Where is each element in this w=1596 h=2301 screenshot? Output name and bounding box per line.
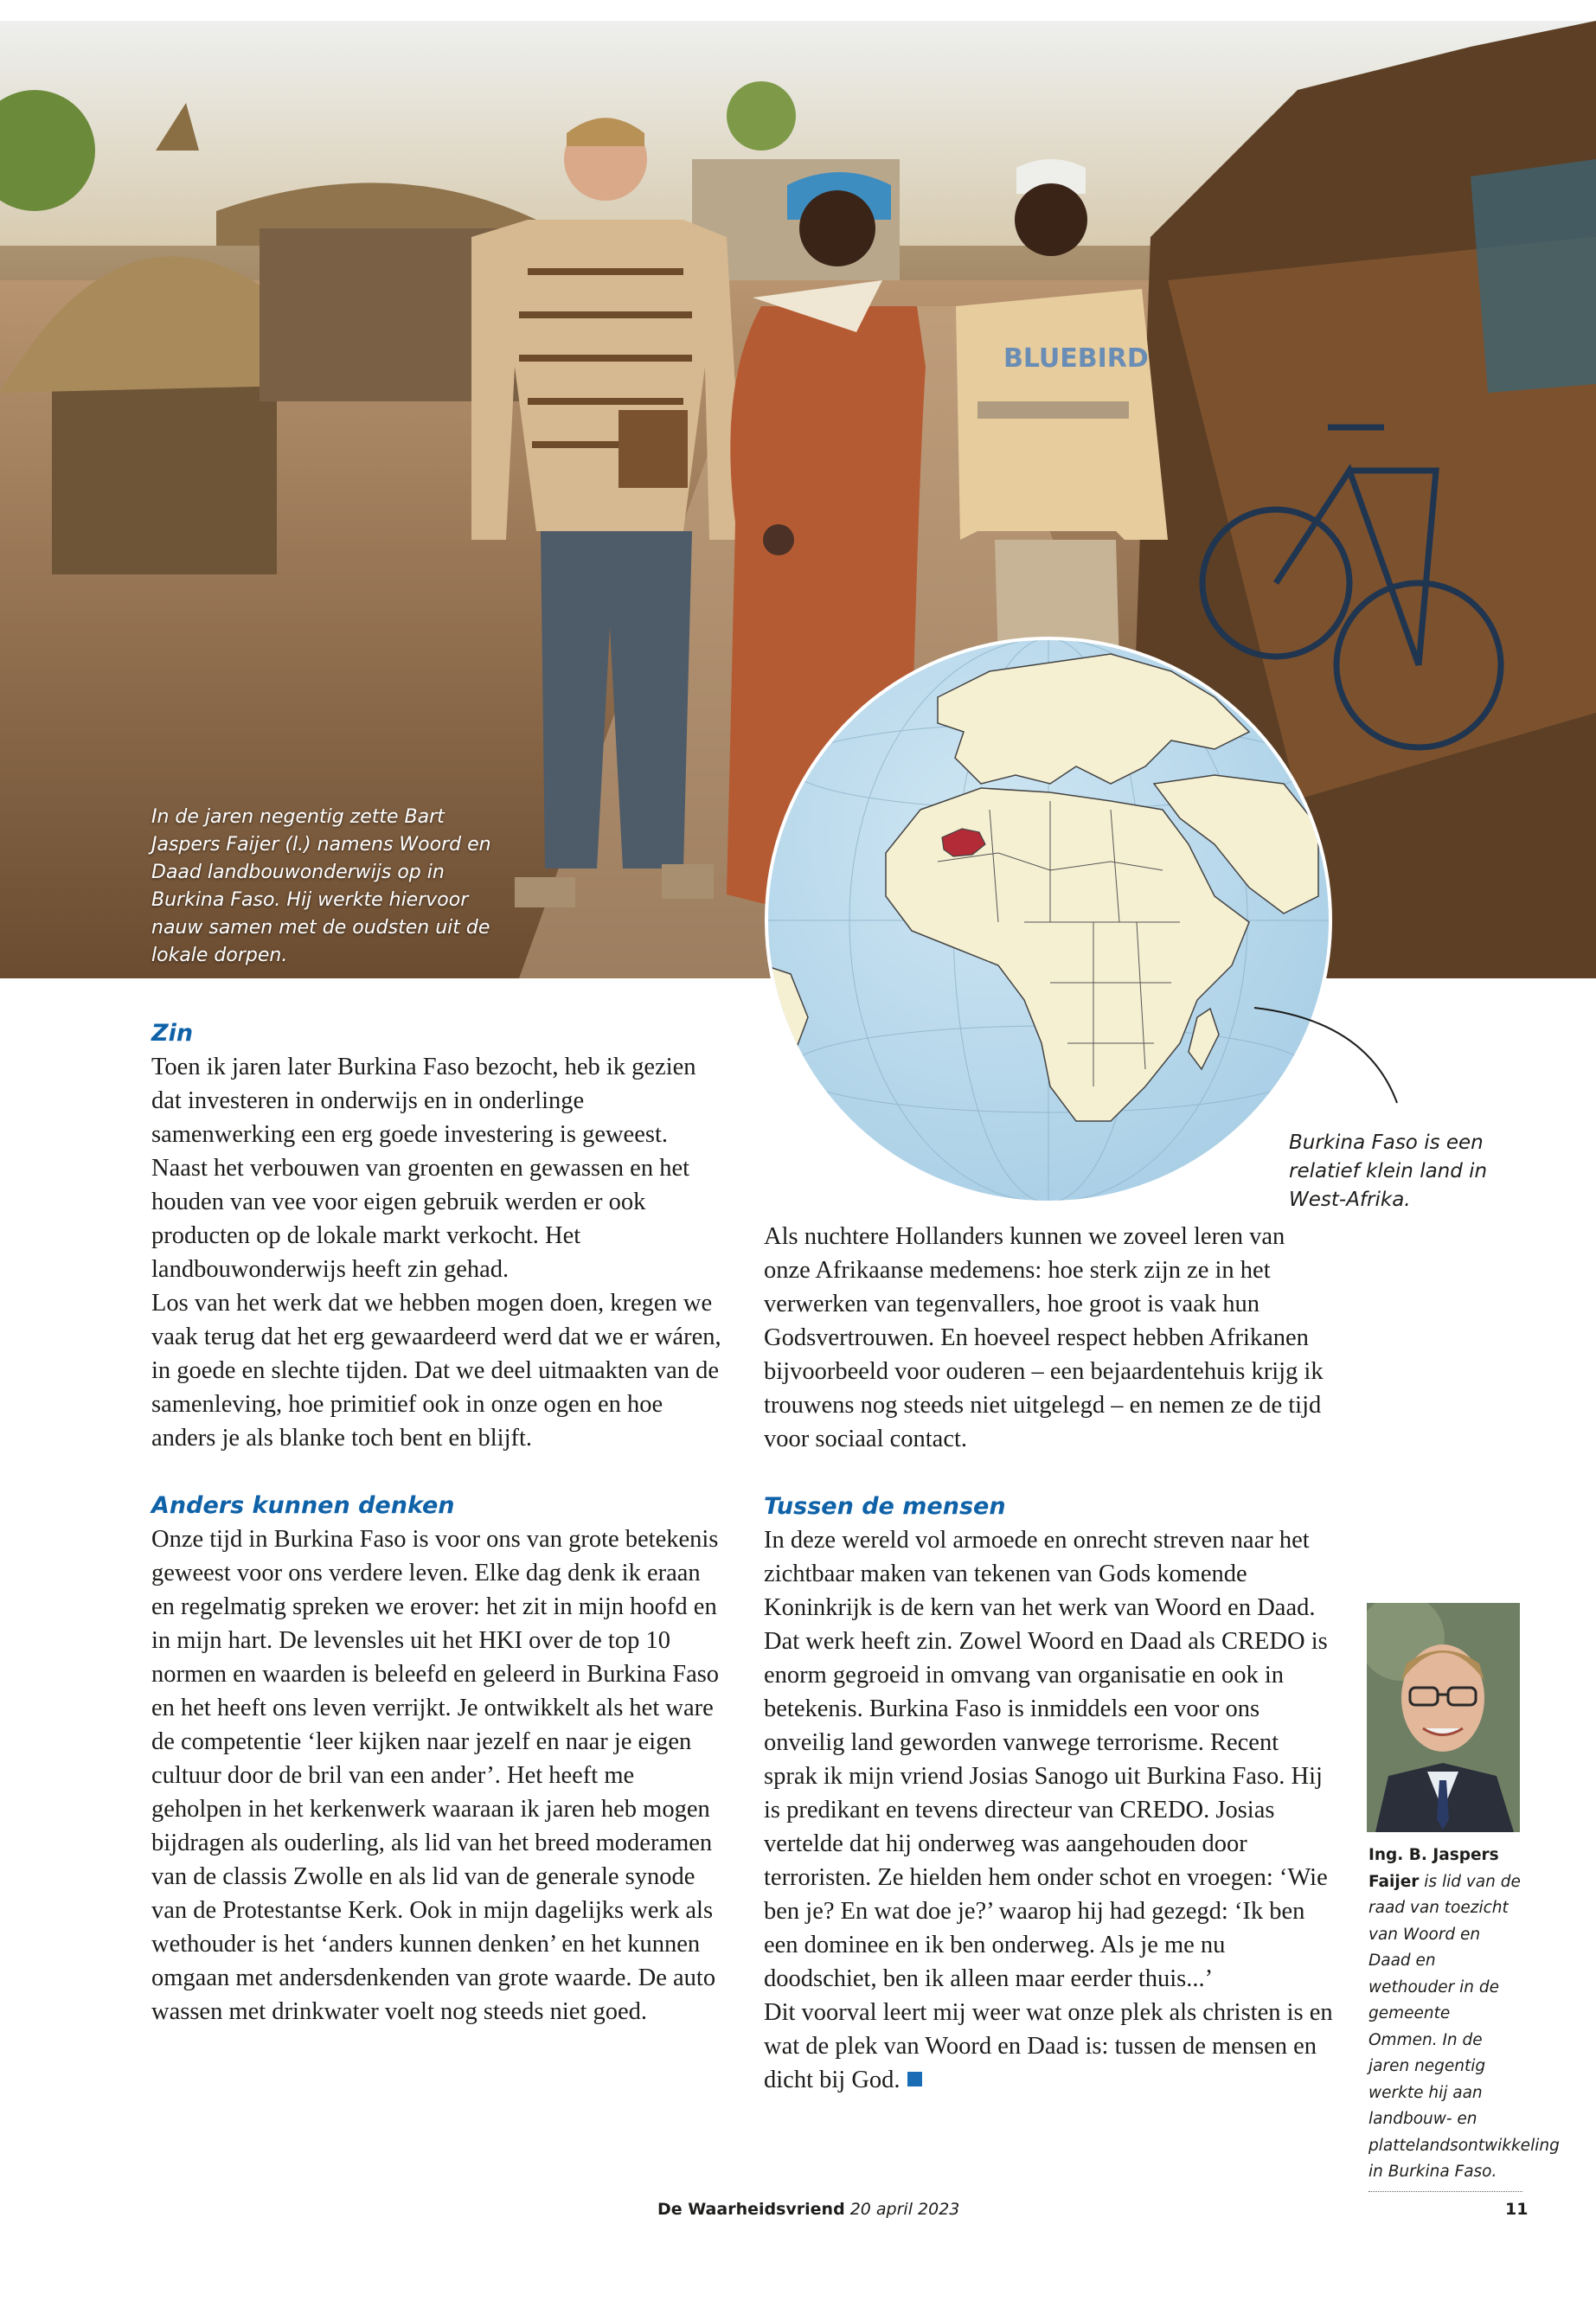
paragraph: Los van het werk dat we hebben mogen doen, kregen we vaak terug dat het erg gewaardeerd werd dat we er wáren, in goede en slechte tijden. Dat we deel uitmaakten van de samenleving, hoe primitief ook in onze ogen en hoe anders je als blanke toch bent en blijft. bbox=[151, 1290, 721, 1452]
closing-text: Dit voorval leert mij weer wat onze plek als christen is en wat de plek van Woord en Daad is: tussen de mensen en dicht bij God. bbox=[764, 1999, 1333, 2093]
issue-date: 20 april 2023 bbox=[849, 2200, 960, 2219]
author-description: is lid van de raad van toezicht van Woord en Daad en wethouder in de gemeente Ommen. In de jaren negentig werkte hij aan landbouw- en plattelandsontwikkeling in Burkina Faso. bbox=[1368, 1872, 1560, 2181]
right-column bbox=[764, 1220, 1335, 2097]
svg-text:BLUEBIRD: BLUEBIRD bbox=[1003, 343, 1149, 374]
footer-publication bbox=[657, 2200, 959, 2219]
author-name: Ing. B. Jaspers Faijer bbox=[1368, 1846, 1499, 1891]
paragraph: Als nuchtere Hollanders kunnen we zoveel leren van onze Afrikaanse medemens: hoe sterk zijn ze in het verwerken van tegenvallers, hoe groot is vaak hun Godsvertrouwen. En hoeveel respect hebben Afrikanen bijvoorbeeld voor ouderen – een bejaardentehuis krijg ik trouwens nog steeds niet uitgelegd – en nemen ze de tijd voor sociaal contact. bbox=[764, 1223, 1324, 1452]
map-caption: Burkina Faso is een relatief klein land in West-Afrika. bbox=[1289, 1131, 1488, 1211]
page-footer bbox=[0, 2200, 1596, 2226]
photo-caption: In de jaren negentig zette Bart Jaspers Faijer (l.) namens Woord en Daad landbouwonderwijs op in Burkina Faso. Hij werkte hiervoor nauw samen met de oudsten uit de lokale dorpen. bbox=[151, 806, 491, 966]
caption-leader-line bbox=[1246, 1003, 1401, 1107]
end-mark-icon bbox=[907, 2072, 922, 2086]
author-bio bbox=[1368, 1843, 1560, 2192]
left-column bbox=[151, 1016, 722, 2029]
globe-map bbox=[765, 637, 1332, 1204]
paragraph: Onze tijd in Burkina Faso is voor ons van grote betekenis geweest voor ons verdere leven. Elke dag denk ik eraan en regelmatig spreken we erover: het zit in mijn hoofd en in mijn hart. De levensles uit het HKI over de top 10 normen en waarden is beleefd en geleerd in Burkina Faso en het heeft ons leven verrijkt. Je ontwikkelt als het ware de competentie ‘leer kijken naar jezelf en naar je eigen cultuur door de bril van een ander’. Het heeft me geholpen in het kerkenwerk waaraan ik jaren heb mogen bijdragen als ouderling, als lid van het breed moderamen van de classis Zwolle en als lid van de generale synode van de Protestantse Kerk. Ook in mijn dagelijks werk als wethouder is het ‘anders kunnen denken’ en het kunnen omgaan met andersdenkenden van grote waarde. De auto wassen met drinkwater voelt nog steeds niet goed. bbox=[151, 1526, 720, 2025]
paragraph: In deze wereld vol armoede en onrecht streven naar het zichtbaar maken van tekenen van Gods komende Koninkrijk is de kern van het werk van Woord en Daad. Dat werk heeft zin. Zowel Woord en Daad als CREDO is enorm gegroeid in omvang van organisatie en ook in betekenis. Burkina Faso is inmiddels een voor ons onveilig land geworden vanwege terrorisme. Recent sprak ik mijn vriend Josias Sanogo uit Burkina Faso. Hij is predikant en tevens directeur van CREDO. Josias vertelde dat hij onderweg was aangehouden door terroristen. Ze hielden hem onder schot en vroegen: ‘Wie ben je? En wat doe je?’ waarop hij had gezegd: ‘Ik ben een dominee en ik ben onderweg. Als je me nu doodschiet, ben ik alleen maar eerder thuis...’ bbox=[764, 1527, 1328, 1992]
paragraph: Toen ik jaren later Burkina Faso bezocht, heb ik gezien dat investeren in onderwijs en in onderlinge samenwerking een erg goede investering is geweest. Naast het verbouwen van groenten en gewassen en het houden van vee voor eigen gebruik werden er ook producten op de lokale markt verkocht. Het landbouwonderwijs heeft zin gehad. bbox=[151, 1054, 696, 1283]
heading-tussen-de-mensen: Tussen de mensen bbox=[764, 1493, 1006, 1520]
heading-zin: Zin bbox=[151, 1020, 194, 1047]
magazine-name: De Waarheidsvriend bbox=[657, 2200, 845, 2219]
author-portrait bbox=[1367, 1603, 1520, 1832]
closing-paragraph bbox=[764, 1996, 1335, 2097]
heading-anders-kunnen-denken: Anders kunnen denken bbox=[151, 1492, 455, 1519]
page-number: 11 bbox=[1505, 2200, 1529, 2219]
